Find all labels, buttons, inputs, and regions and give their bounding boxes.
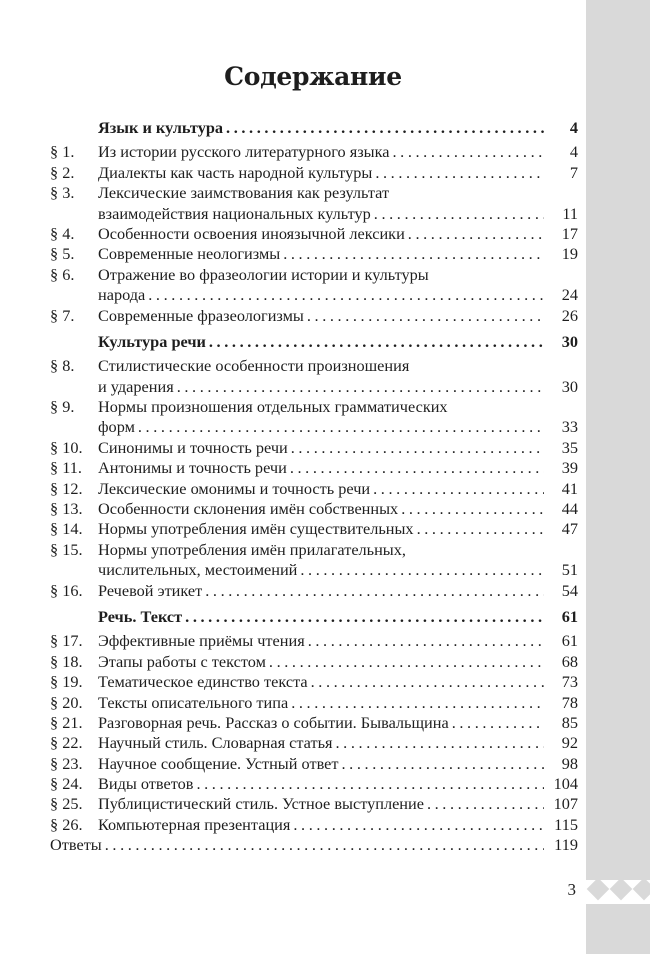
toc-number: § 8.: [50, 356, 75, 376]
toc-page-number: 11: [562, 203, 578, 223]
toc-title-wrap: [98, 265, 544, 285]
toc-page-number: 41: [561, 478, 578, 498]
dot-leader: [174, 377, 544, 397]
toc-page-number: 47: [561, 519, 578, 539]
toc-number: § 11.: [50, 458, 82, 478]
toc-section-heading[interactable]: [50, 332, 578, 352]
toc-title-wrap: [98, 499, 544, 519]
toc-title: Публицистический стиль. Устное выступление: [98, 794, 424, 814]
dot-leader: [339, 754, 544, 774]
toc-title-wrap: [98, 733, 544, 753]
toc-title: Стилистические особенности произношения: [98, 356, 410, 376]
dot-leader: [449, 713, 544, 733]
toc-entry[interactable]: [50, 265, 578, 285]
toc-title: Нормы произношения отдельных грамматических: [98, 397, 448, 417]
toc-page-number: 24: [561, 285, 578, 305]
toc-title: Нормы употребления имён существительных: [98, 519, 414, 539]
toc-title: Компьютерная презентация: [98, 814, 291, 834]
toc-title-wrap: [98, 672, 544, 692]
toc-number: § 18.: [50, 651, 83, 671]
toc-section-heading[interactable]: [50, 118, 578, 138]
toc-title-wrap: [98, 118, 544, 138]
toc-entry[interactable]: [50, 183, 578, 203]
toc-entry-continuation[interactable]: [50, 417, 578, 437]
toc-number: § 12.: [50, 478, 83, 498]
toc-number: § 22.: [50, 733, 83, 753]
toc-title-wrap: [98, 397, 544, 417]
toc-title-wrap: [98, 244, 544, 264]
toc-title-wrap: [98, 458, 544, 478]
dot-leader: [223, 118, 544, 138]
toc-number: § 1.: [50, 142, 75, 162]
toc-page-number: 98: [561, 753, 578, 773]
toc-title-wrap: [98, 142, 544, 162]
toc-title: Научное сообщение. Устный ответ: [98, 753, 339, 773]
toc-page-number: 92: [561, 733, 578, 753]
toc-title-wrap: [98, 519, 544, 539]
toc-number: § 17.: [50, 631, 83, 651]
toc-title-wrap: [98, 815, 544, 835]
toc-title: Виды ответов: [98, 774, 194, 794]
toc-title: Тексты описательного типа: [98, 692, 289, 712]
dot-leader: [372, 163, 544, 183]
toc-entry[interactable]: [50, 397, 578, 417]
toc-number: § 19.: [50, 672, 83, 692]
toc-title: Отражение во фразеологии истории и культуры: [98, 264, 429, 284]
toc-number: § 2.: [50, 162, 75, 182]
toc-number: § 14.: [50, 519, 83, 539]
toc-entry[interactable]: [50, 224, 578, 244]
toc-entry[interactable]: [50, 652, 578, 672]
toc-title: Речь. Текст: [98, 606, 183, 626]
dot-leader: [288, 438, 544, 458]
toc-title-wrap: [98, 183, 544, 203]
dot-leader: [182, 607, 544, 627]
dot-leader: [206, 332, 544, 352]
toc-page-number: 44: [561, 499, 578, 519]
toc-title-wrap: [98, 774, 544, 794]
toc-title-wrap: [98, 377, 544, 397]
toc-entry[interactable]: [50, 438, 578, 458]
toc-page-number: 68: [561, 651, 578, 671]
toc-number: § 16.: [50, 580, 83, 600]
toc-title-wrap: [98, 438, 544, 458]
toc-page-number: 78: [561, 692, 578, 712]
toc-title: Особенности освоения иноязычной лексики: [98, 223, 405, 243]
toc-title: Этапы работы с текстом: [98, 651, 266, 671]
toc-entry[interactable]: [50, 795, 578, 815]
dot-leader: [305, 631, 544, 651]
toc-number: § 26.: [50, 814, 83, 834]
toc-title-wrap: [98, 417, 544, 437]
table-of-contents: [50, 118, 578, 856]
toc-title: Речевой этикет: [98, 580, 203, 600]
toc-entry[interactable]: [50, 479, 578, 499]
dot-leader: [371, 204, 544, 224]
toc-entry-answers[interactable]: [50, 835, 578, 855]
dot-leader: [424, 794, 544, 814]
toc-page-number: 61: [561, 631, 578, 651]
toc-title: народа: [98, 285, 146, 305]
dot-leader: [390, 142, 545, 162]
toc-page-number: 35: [561, 437, 578, 457]
dot-leader: [308, 672, 544, 692]
toc-number: § 24.: [50, 774, 83, 794]
toc-entry[interactable]: [50, 519, 578, 539]
toc-title-wrap: [98, 285, 544, 305]
toc-entry-continuation[interactable]: [50, 377, 578, 397]
dot-leader: [145, 285, 544, 305]
dot-leader: [398, 499, 544, 519]
toc-entry[interactable]: [50, 631, 578, 651]
toc-title: Лексические заимствования как результат: [98, 183, 390, 203]
toc-section-heading[interactable]: [50, 607, 578, 627]
toc-number: § 15.: [50, 539, 83, 559]
toc-page-number: 30: [561, 331, 578, 351]
toc-title: Лексические омонимы и точность речи: [98, 478, 371, 498]
toc-title-wrap: [98, 560, 544, 580]
toc-title: взаимодействия национальных культур: [98, 203, 371, 223]
page-title: Содержание: [224, 62, 402, 91]
toc-title-wrap: [98, 479, 544, 499]
dot-leader: [405, 224, 544, 244]
toc-title-wrap: [98, 332, 544, 352]
toc-title: Разговорная речь. Рассказ о событии. Бывальщина: [98, 712, 449, 732]
toc-entry[interactable]: [50, 774, 578, 794]
toc-title: Культура речи: [98, 331, 206, 351]
dot-leader: [102, 835, 544, 855]
toc-page-number: 7: [569, 162, 578, 182]
toc-title: Антонимы и точность речи: [98, 458, 287, 478]
toc-number: § 4.: [50, 223, 75, 243]
toc-entry[interactable]: [50, 754, 578, 774]
toc-title: Современные фразеологизмы: [98, 305, 304, 325]
dot-leader: [333, 733, 544, 753]
toc-title: и ударения: [98, 376, 174, 396]
toc-page-number: 54: [561, 580, 578, 600]
toc-entry[interactable]: [50, 356, 578, 376]
toc-entry[interactable]: [50, 693, 578, 713]
toc-page-number: 17: [561, 223, 578, 243]
toc-title-wrap: [98, 540, 544, 560]
toc-page-number: 104: [553, 774, 578, 794]
dot-leader: [135, 417, 544, 437]
toc-title-wrap: [98, 204, 544, 224]
toc-title: Синонимы и точность речи: [98, 437, 288, 457]
toc-number: § 13.: [50, 499, 83, 519]
dot-leader: [414, 519, 544, 539]
toc-number: § 7.: [50, 305, 75, 325]
toc-title-wrap: [98, 356, 544, 376]
side-margin-strip: [586, 0, 650, 954]
toc-entry[interactable]: [50, 142, 578, 162]
dot-leader: [288, 693, 544, 713]
toc-title: Особенности склонения имён собственных: [98, 499, 399, 519]
toc-number: § 23.: [50, 753, 83, 773]
toc-entry-continuation[interactable]: [50, 204, 578, 224]
toc-entry[interactable]: [50, 815, 578, 835]
dot-leader: [370, 479, 544, 499]
toc-entry[interactable]: [50, 733, 578, 753]
toc-title-wrap: [50, 835, 544, 855]
toc-entry[interactable]: [50, 672, 578, 692]
dot-leader: [266, 652, 544, 672]
toc-page-number: 4: [569, 142, 578, 162]
toc-title: Диалекты как часть народной культуры: [98, 162, 373, 182]
toc-page-number: 119: [554, 835, 578, 855]
toc-number: § 25.: [50, 794, 83, 814]
toc-title-wrap: [98, 581, 544, 601]
dot-leader: [297, 560, 544, 580]
toc-number: § 5.: [50, 244, 75, 264]
toc-page-number: 19: [561, 244, 578, 264]
diamond-ornament: [633, 880, 650, 900]
toc-title: Ответы: [50, 835, 102, 855]
toc-title-wrap: [98, 693, 544, 713]
toc-entry[interactable]: [50, 713, 578, 733]
toc-title-wrap: [98, 224, 544, 244]
toc-entry-continuation[interactable]: [50, 560, 578, 580]
toc-page-number: 115: [554, 814, 578, 834]
toc-title-wrap: [98, 794, 544, 814]
toc-page-number: 33: [561, 417, 578, 437]
toc-number: § 20.: [50, 692, 83, 712]
toc-page-number: 26: [561, 305, 578, 325]
toc-page-number: 30: [561, 376, 578, 396]
toc-title: форм: [98, 417, 135, 437]
toc-page-number: 107: [553, 794, 578, 814]
dot-leader: [193, 774, 544, 794]
dot-leader: [287, 458, 544, 478]
toc-page-number: 39: [561, 458, 578, 478]
page-number: 3: [567, 880, 576, 899]
toc-number: § 21.: [50, 712, 83, 732]
toc-title-wrap: [98, 607, 544, 627]
toc-title-wrap: [98, 754, 544, 774]
toc-number: § 10.: [50, 437, 83, 457]
toc-page-number: 73: [561, 672, 578, 692]
toc-title-wrap: [98, 631, 544, 651]
toc-number: § 6.: [50, 264, 75, 284]
diamond-ornament: [610, 880, 633, 900]
toc-number: § 9.: [50, 397, 75, 417]
toc-title: Из истории русского литературного языка: [98, 142, 390, 162]
toc-entry[interactable]: [50, 499, 578, 519]
toc-entry[interactable]: [50, 306, 578, 326]
diamond-ornament: [587, 880, 610, 900]
toc-entry[interactable]: [50, 244, 578, 264]
toc-entry-continuation[interactable]: [50, 285, 578, 305]
decorative-diamond-band: [586, 880, 650, 904]
toc-page-number: 51: [561, 560, 578, 580]
toc-entry[interactable]: [50, 458, 578, 478]
toc-title: Современные неологизмы: [98, 244, 281, 264]
dot-leader: [280, 244, 544, 264]
toc-page-number: 4: [569, 117, 578, 137]
toc-title: Тематическое единство текста: [98, 672, 308, 692]
toc-title: Научный стиль. Словарная статья: [98, 733, 333, 753]
toc-page-number: 61: [561, 606, 578, 626]
dot-leader: [304, 306, 544, 326]
toc-number: § 3.: [50, 183, 75, 203]
toc-title-wrap: [98, 306, 544, 326]
toc-title-wrap: [98, 163, 544, 183]
toc-entry[interactable]: [50, 163, 578, 183]
toc-entry[interactable]: [50, 540, 578, 560]
toc-title-wrap: [98, 713, 544, 733]
toc-title: Нормы употребления имён прилагательных,: [98, 539, 406, 559]
toc-page-number: 85: [561, 712, 578, 732]
toc-title: Язык и культура: [98, 117, 224, 137]
dot-leader: [202, 581, 544, 601]
toc-title: Эффективные приёмы чтения: [98, 631, 305, 651]
toc-title: числительных, местоимений: [98, 560, 298, 580]
dot-leader: [290, 815, 544, 835]
toc-entry[interactable]: [50, 581, 578, 601]
toc-title-wrap: [98, 652, 544, 672]
